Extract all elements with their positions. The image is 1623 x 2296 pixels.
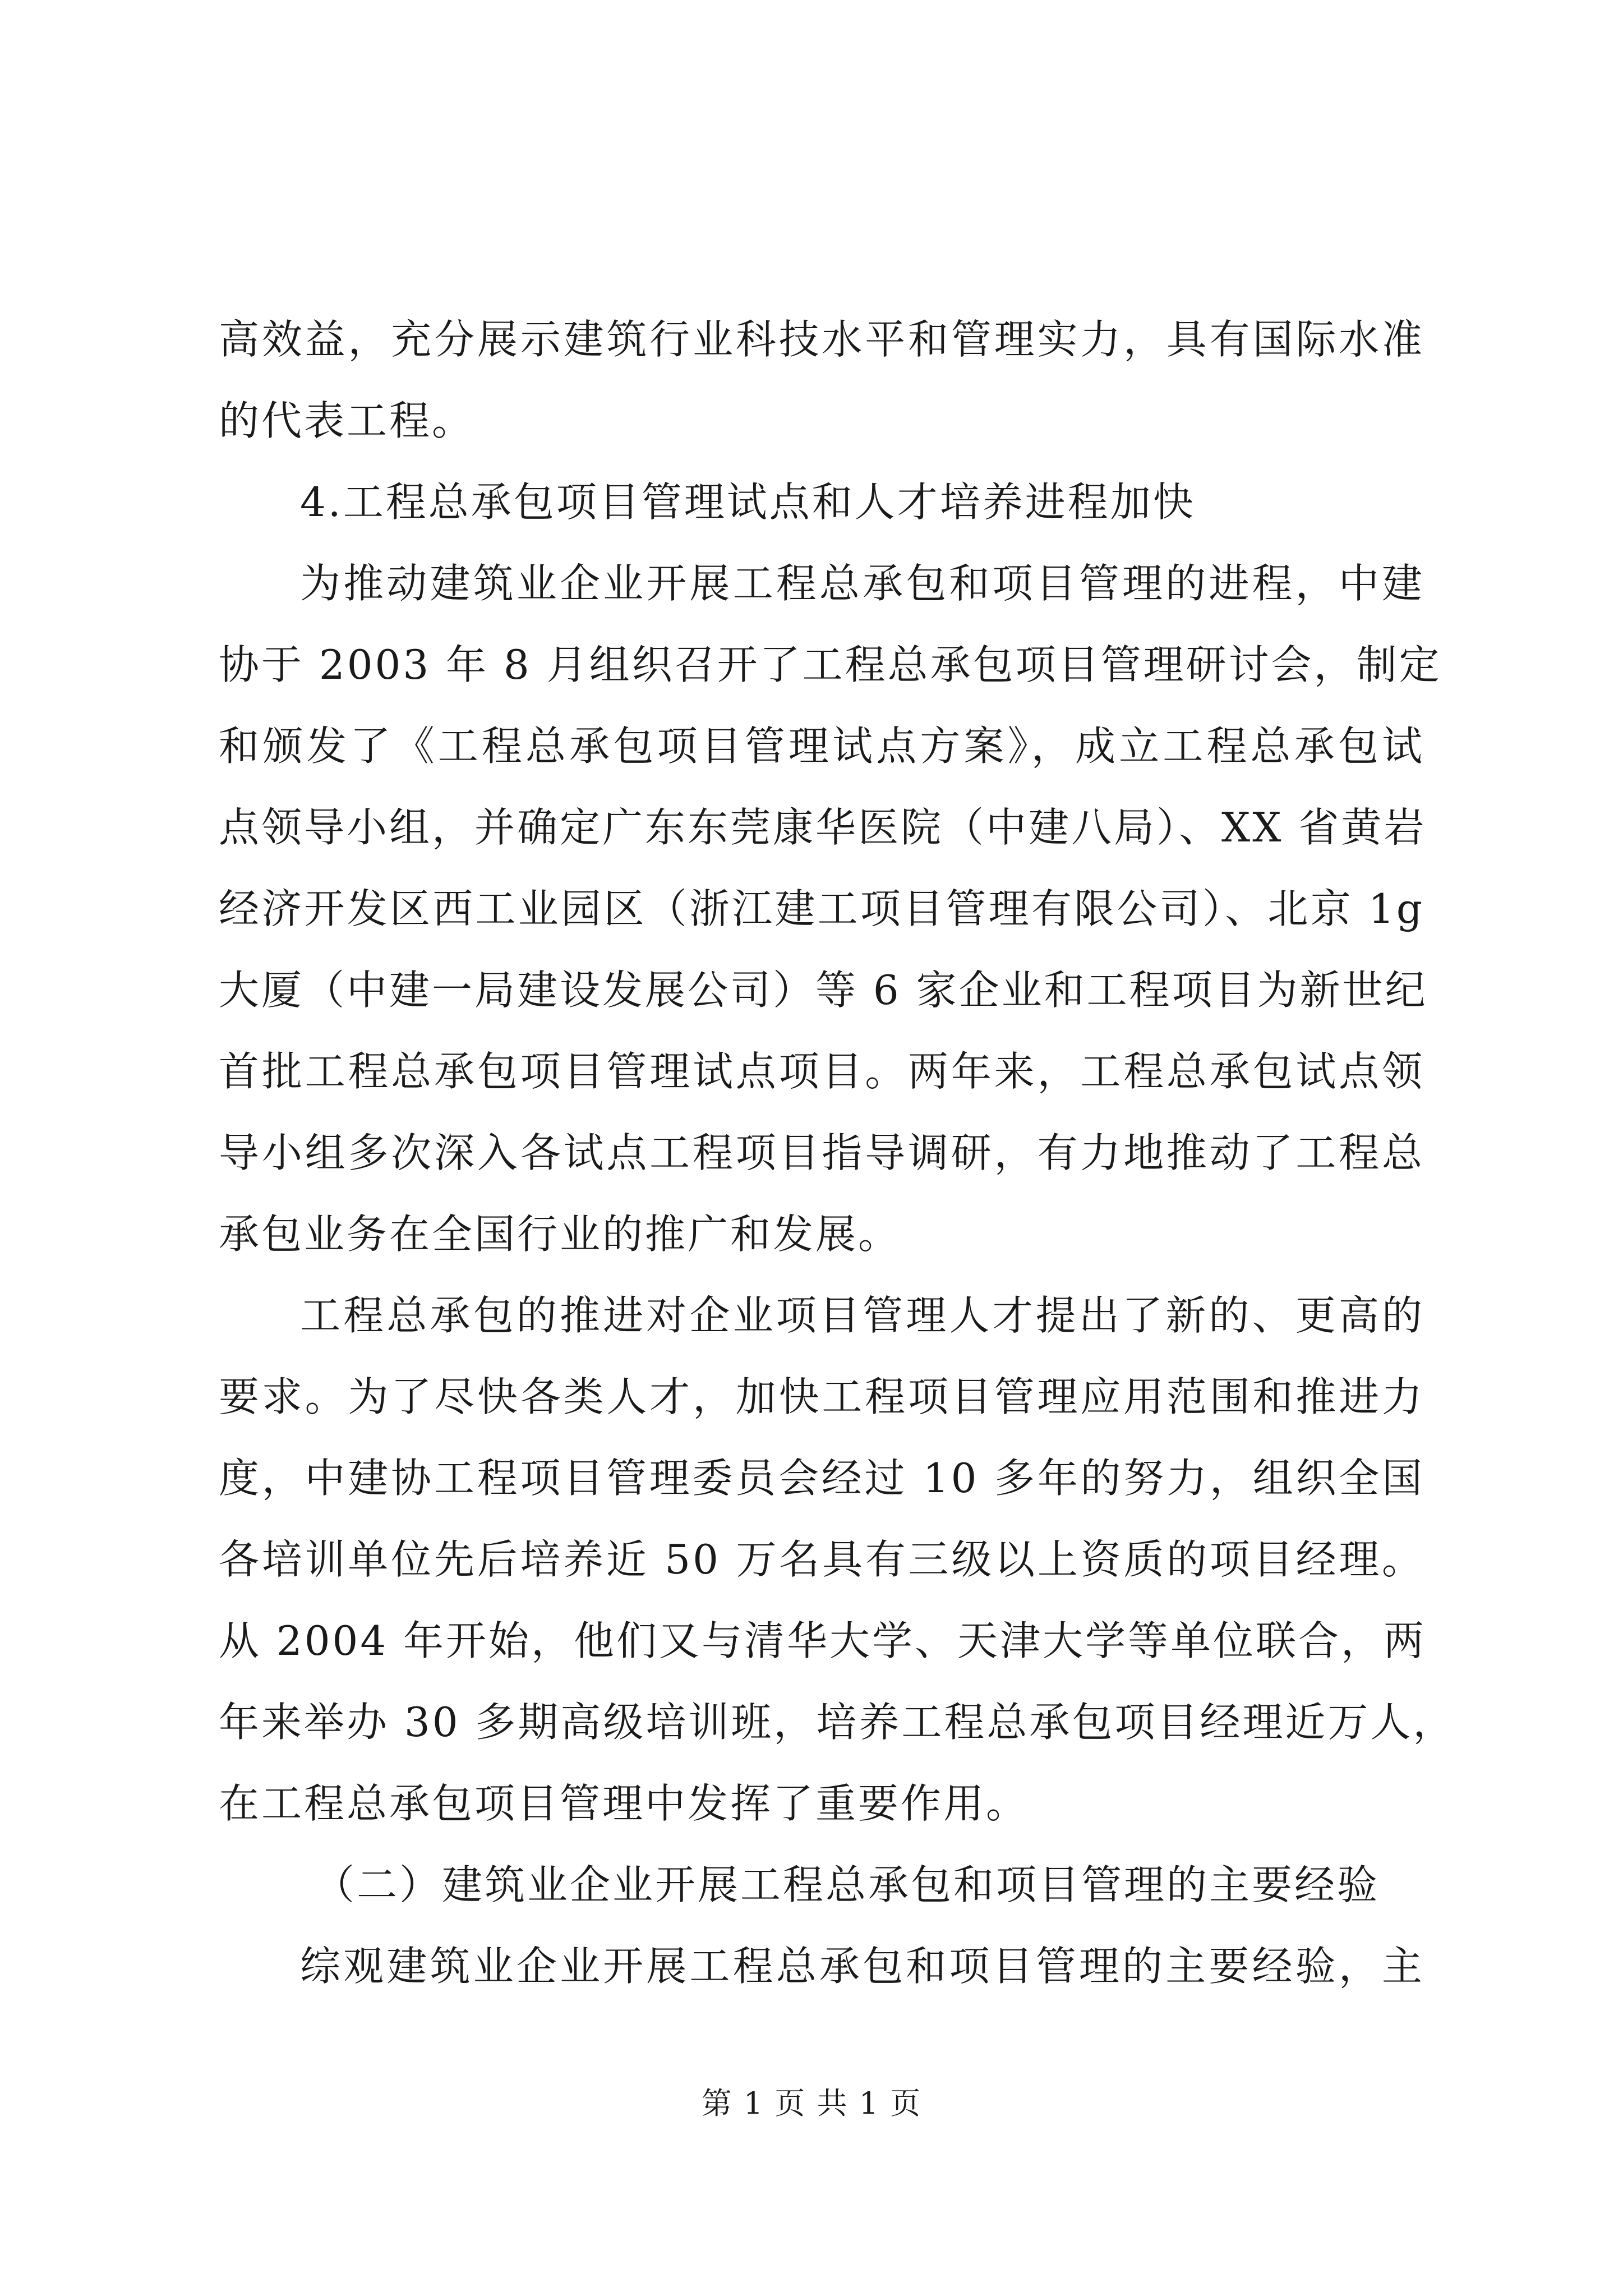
text-line: 的代表工程。 (219, 397, 475, 444)
text-line: 从 2004 年开始，他们又与清华大学、天津大学等单位联合，两 (219, 1617, 1427, 1664)
text-line: 经济开发区西工业园区（浙江建工项目管理有限公司）、北京 1g (219, 885, 1424, 932)
text-line: 在工程总承包项目管理中发挥了重要作用。 (219, 1780, 1029, 1827)
paragraph-first-line: 为推动建筑业企业开展工程总承包和项目管理的进程，中建 (300, 560, 1424, 607)
text-line: 要求。为了尽快各类人才，加快工程项目管理应用范围和推进力 (219, 1373, 1424, 1420)
text-line: 首批工程总承包项目管理试点项目。两年来，工程总承包试点领 (219, 1048, 1424, 1095)
text-line: 点领导小组，并确定广东东莞康华医院（中建八局）、XX 省黄岩 (219, 804, 1427, 851)
text-line: 各培训单位先后培养近 50 万名具有三级以上资质的项目经理。 (219, 1536, 1424, 1583)
text-line: 度，中建协工程项目管理委员会经过 10 多年的努力，组织全国 (219, 1455, 1424, 1502)
text-line: 大厦（中建一局建设发展公司）等 6 家企业和工程项目为新世纪 (219, 967, 1428, 1014)
page-footer: 第 1 页 共 1 页 (701, 2086, 922, 2121)
section-heading: （二）建筑业企业开展工程总承包和项目管理的主要经验 (314, 1861, 1380, 1908)
text-line: 协于 2003 年 8 月组织召开了工程总承包项目管理研讨会，制定 (219, 641, 1442, 688)
paragraph-first-line: 工程总承包的推进对企业项目管理人才提出了新的、更高的 (300, 1292, 1424, 1339)
text-line: 高效益，充分展示建筑行业科技水平和管理实力，具有国际水准 (219, 316, 1424, 363)
text-line: 导小组多次深入各试点工程项目指导调研，有力地推动了工程总 (219, 1129, 1424, 1176)
text-line: 承包业务在全国行业的推广和发展。 (219, 1211, 901, 1258)
text-line: 和颁发了《工程总承包项目管理试点方案》，成立工程总承包试 (219, 723, 1424, 770)
text-line: 年来举办 30 多期高级培训班，培养工程总承包项目经理近万人， (219, 1699, 1456, 1746)
section-heading: 4.工程总承包项目管理试点和人才培养进程加快 (300, 478, 1196, 526)
paragraph-first-line: 综观建筑业企业开展工程总承包和项目管理的主要经验，主 (300, 1943, 1424, 1990)
